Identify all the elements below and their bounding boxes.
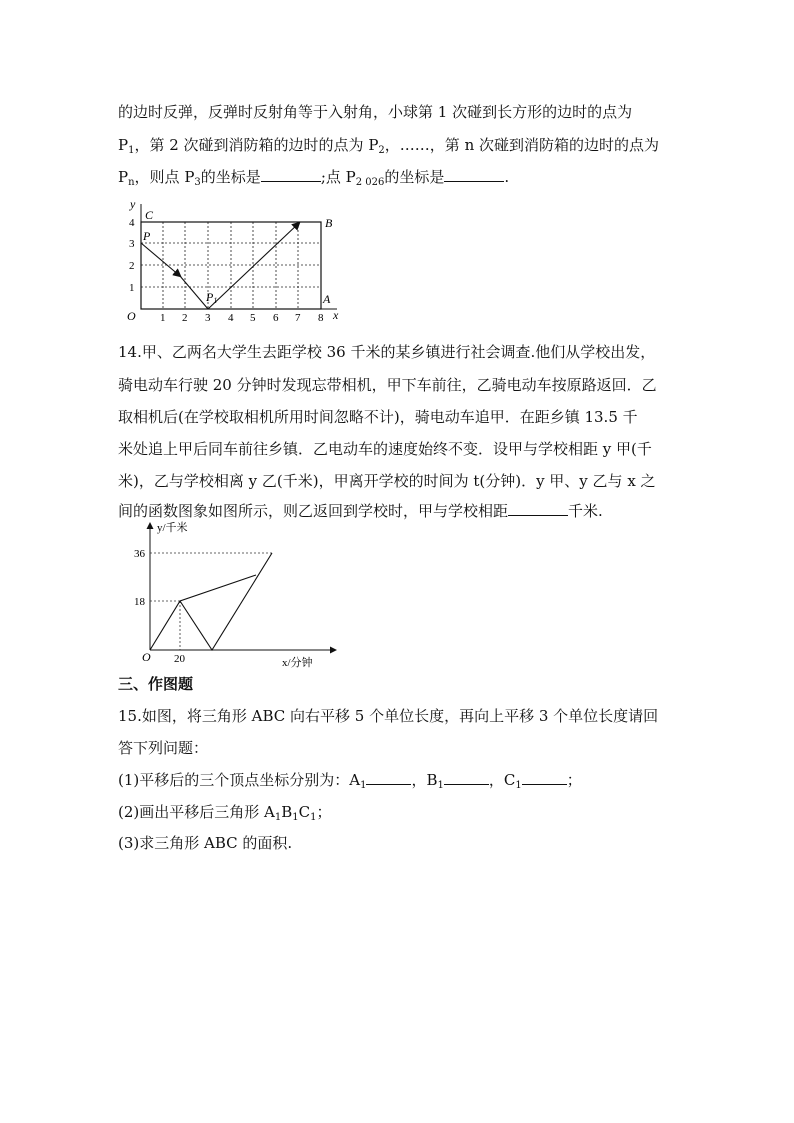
origin-label: O [142, 650, 151, 664]
guide-lines [150, 553, 272, 650]
point-p1-letter: P [206, 290, 214, 304]
x-tick: 2 [182, 312, 188, 324]
q13-line-3 [118, 166, 509, 188]
q15-line-2: 答下列问题： [118, 739, 209, 757]
x-tick: 1 [160, 312, 166, 324]
subscript: 1 [437, 780, 444, 791]
subscript: 1 [515, 780, 522, 791]
q15-text: ； [316, 803, 332, 821]
q15-part-3: (3)求三角形 ABC 的面积. [118, 834, 293, 852]
q13-text: ，则点 P [134, 168, 195, 186]
q13-text: ，……，第 n 次碰到消防箱的边时的点为 [384, 136, 659, 154]
subscript: 1 [310, 812, 317, 823]
subscript: 3 [194, 177, 201, 188]
subscript: 1 [360, 780, 367, 791]
point-p-label: P [143, 229, 151, 243]
q15-text: (1)平移后的三个顶点坐标分别为：A [118, 771, 361, 789]
y-axis-label: y [130, 197, 136, 211]
q13-text: ，第 2 次碰到消防箱的边时的点为 P [134, 136, 379, 154]
y-axis-label: y/千米 [157, 522, 188, 534]
y-tick: 4 [129, 217, 135, 229]
x-tick: 4 [228, 312, 234, 324]
subscript: 1 [292, 812, 299, 823]
line-y-jia [150, 575, 256, 650]
q14-line-5: 米)，乙与学校相离 y 乙(千米)，甲离开学校的时间为 t(分钟)．y 甲、y 乙与 x 之 [118, 472, 656, 490]
path-arrow-2 [208, 223, 299, 309]
q15-text: ，B [411, 771, 438, 789]
answer-blank-p3[interactable] [261, 167, 321, 182]
x-tick: 6 [273, 312, 279, 324]
figure-reflection-grid [115, 196, 345, 326]
y-tick-36: 36 [134, 548, 145, 560]
q14-text: 间的函数图象如图所示，则乙返回到学校时，甲与学校相距 [118, 502, 509, 520]
q15-text: ，C [488, 771, 516, 789]
answer-blank-distance[interactable] [508, 501, 568, 516]
q15-line-1: 15.如图，将三角形 ABC 向右平移 5 个单位长度，再向上平移 3 个单位长度请回 [118, 707, 659, 725]
q13-text: 的坐标是 [384, 168, 445, 186]
point-p1-subscript: 1 [213, 296, 218, 305]
point-p1-label [205, 290, 217, 305]
y-tick: 3 [129, 238, 135, 250]
x-tick: 8 [318, 312, 324, 324]
q14-line-2: 骑电动车行驶 20 分钟时发现忘带相机，甲下车前往，乙骑电动车按原路返回．乙 [118, 376, 657, 394]
y-tick-18: 18 [134, 596, 145, 608]
x-tick-20: 20 [174, 653, 185, 665]
subscript: 2 026 [355, 177, 385, 188]
q14-line-4: 米处追上甲后同车前往乡镇．乙电动车的速度始终不变．设甲与学校相距 y 甲(千 [118, 440, 652, 458]
path-arrow-1 [141, 243, 180, 276]
q15-text: C [298, 803, 311, 821]
x-tick: 7 [295, 312, 301, 324]
x-tick: 3 [205, 312, 211, 324]
answer-blank-c1[interactable] [522, 770, 567, 785]
q13-line-2 [118, 134, 659, 156]
point-b-label: B [325, 216, 333, 230]
figure-distance-time-graph [130, 520, 340, 670]
q15-text: ； [566, 771, 582, 789]
q14-line-1: 14.甲、乙两名大学生去距学校 36 千米的某乡镇进行社会调查.他们从学校出发， [118, 343, 656, 361]
q13-line-1: 的边时反弹，反弹时反射角等于入射角，小球第 1 次碰到长方形的边时的点为 [118, 103, 633, 121]
answer-blank-b1[interactable] [444, 770, 489, 785]
x-axis-label: x [333, 308, 339, 322]
point-c-label: C [145, 208, 154, 222]
q14-text: 千米. [568, 502, 603, 520]
q15-text: (2)画出平移后三角形 A [118, 803, 275, 821]
q14-line-6 [118, 500, 603, 521]
q14-line-3: 取相机后(在学校取相机所用时间忽略不计)，骑电动车追甲．在距乡镇 13.5 千 [118, 408, 638, 426]
x-tick: 5 [250, 312, 256, 324]
q15-text: B [281, 803, 293, 821]
q13-text: P [118, 136, 129, 154]
subscript: 1 [274, 812, 282, 823]
section-heading: 三、作图题 [118, 675, 194, 693]
y-tick: 2 [129, 260, 135, 272]
q13-text: . [504, 168, 510, 186]
subscript: 2 [378, 145, 385, 156]
subscript: n [128, 177, 135, 188]
x-axis-label: x/分钟 [282, 657, 313, 669]
path-segment-1 [180, 276, 208, 309]
y-tick: 1 [129, 282, 135, 294]
q13-text: P [118, 168, 129, 186]
point-a-label: A [323, 292, 331, 306]
origin-label: O [127, 309, 136, 323]
q15-part-1 [118, 769, 582, 791]
answer-blank-p2026[interactable] [444, 167, 504, 182]
q13-text: 的坐标是 [200, 168, 261, 186]
subscript: 1 [128, 145, 135, 156]
answer-blank-a1[interactable] [366, 770, 411, 785]
q15-part-2 [118, 801, 332, 823]
q13-text: ;点 P [320, 168, 356, 186]
line-y-yi [180, 553, 272, 650]
